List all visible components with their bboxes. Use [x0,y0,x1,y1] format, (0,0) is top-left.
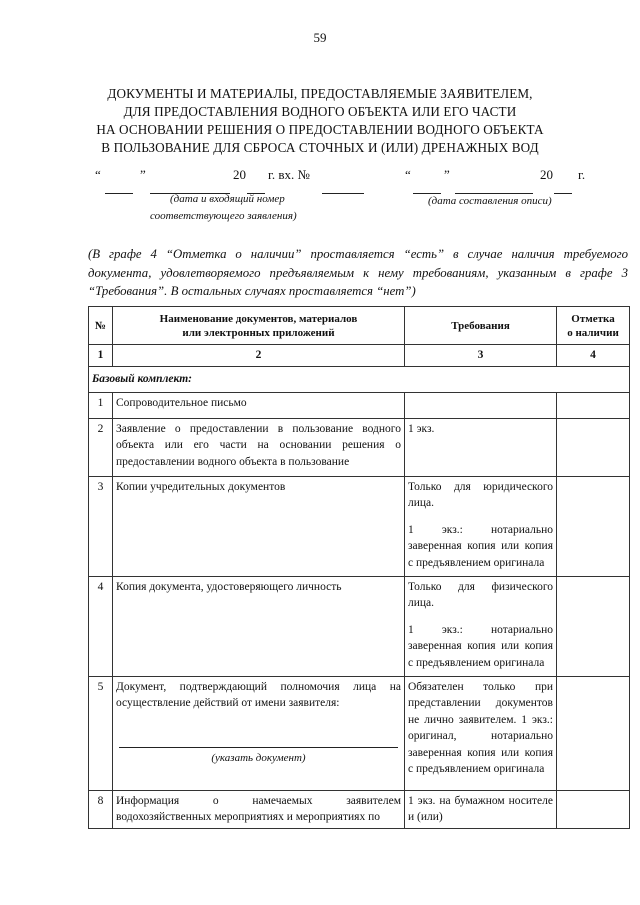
row-num: 1 [89,392,113,418]
instruction-note: (В графе 4 “Отметка о наличии” проставляется “есть” в случае наличия требуемого документа, удовлетворяемого предъявляемым к нему требованиям, указанным в графе 3 “Требования”. В остальных случаях проставляется “нет”) [88,247,628,298]
document-title [60,85,580,157]
left-number-underline [322,193,364,194]
row-num: 5 [89,676,113,790]
row-mark [557,576,630,676]
col-number: 2 [113,345,405,367]
row-requirements [405,392,557,418]
header-name-line-1: Наименование документов, материалов [159,312,358,325]
right-year: 20 [540,167,553,182]
row-num: 3 [89,476,113,576]
row-name: Копии учредительных документов [113,476,405,576]
right-suffix: г. [578,167,586,182]
table-row [89,418,630,476]
header-mark-line-2: о наличии [567,326,619,339]
row-name: Информация о намечаемых заявителем водохозяйственных мероприятиях и мероприятиях по [113,790,405,828]
row-num: 4 [89,576,113,676]
requirement-line-1: Только для юридического лица. [408,480,553,509]
table-row [89,392,630,418]
left-open-quote: “ [95,167,101,182]
row-mark [557,676,630,790]
col-number: 1 [89,345,113,367]
row-num: 2 [89,418,113,476]
title-line-4: В ПОЛЬЗОВАНИЕ ДЛЯ СБРОСА СТОЧНЫХ И (ИЛИ) ДРЕНАЖНЫХ ВОД [101,140,539,155]
row-requirements [405,476,557,576]
requirement-line-2: 1 экз.: нотариально заверенная копия или копия с предъявлением оригинала [408,623,553,669]
left-year: 20 [233,167,246,182]
title-line-1: ДОКУМЕНТЫ И МАТЕРИАЛЫ, ПРЕДОСТАВЛЯЕМЫЕ ЗАЯВИТЕЛЕМ, [107,86,533,101]
col-number: 4 [557,345,630,367]
title-line-2: ДЛЯ ПРЕДОСТАВЛЕНИЯ ВОДНОГО ОБЪЕКТА ИЛИ ЕГО ЧАСТИ [123,104,517,119]
left-caption-1: (дата и входящий номер [170,193,285,205]
left-day-underline [105,193,133,194]
requirement-line-2: 1 экз.: нотариально заверенная копия или копия с предъявлением оригинала [408,523,553,569]
section-row [89,366,630,392]
row-name: Заявление о предоставлении в пользование водного объекта или его части на основании решения о предоставлении водного объекта в пользование [113,418,405,476]
header-num: № [89,307,113,345]
specify-document-underline [119,747,398,748]
row-num: 8 [89,790,113,828]
section-title: Базовый комплект: [89,366,630,392]
row-name: Копия документа, удостоверяющего личность [113,576,405,676]
row-requirements [405,576,557,676]
header-mark-line-1: Отметка [571,312,615,325]
left-caption-2: соответствующего заявления) [150,210,297,222]
specify-document-caption: (указать документ) [211,751,306,764]
column-number-row [89,345,630,367]
left-suffix: г. вх. № [268,167,310,182]
row-name-text: Документ, подтверждающий полномочия лица на осуществление действий от имени заявителя: [116,680,401,709]
table-header-row [89,307,630,345]
row-name [113,676,405,790]
table-row [89,476,630,576]
row-requirements: 1 экз. [405,418,557,476]
row-requirements: Обязателен только при представлении документов не лично заявителем. 1 экз.: оригинал, нотариально заверенная копия или копия с предъявлением оригинала [405,676,557,790]
right-close-quote: ” [444,167,450,182]
header-mark [557,307,630,345]
row-mark [557,418,630,476]
row-name: Сопроводительное письмо [113,392,405,418]
title-line-3: НА ОСНОВАНИИ РЕШЕНИЯ О ПРЕДОСТАВЛЕНИИ ВОДНОГО ОБЪЕКТА [96,122,544,137]
header-name [113,307,405,345]
right-day-underline [413,193,441,194]
col-number: 3 [405,345,557,367]
right-year-underline [554,193,572,194]
row-mark [557,790,630,828]
header-name-line-2: или электронных приложений [182,326,335,339]
table-row [89,790,630,828]
requirement-line-1: Только для физического лица. [408,580,553,609]
right-open-quote: “ [405,167,411,182]
page-number: 59 [313,30,327,45]
right-caption: (дата составления описи) [428,195,552,207]
table-row [89,676,630,790]
table-row [89,576,630,676]
left-close-quote: ” [140,167,146,182]
documents-table [88,306,630,829]
header-requirements: Требования [405,307,557,345]
row-mark [557,392,630,418]
row-requirements: 1 экз. на бумажном носителе и (или) [405,790,557,828]
row-mark [557,476,630,576]
right-month-underline [455,193,533,194]
